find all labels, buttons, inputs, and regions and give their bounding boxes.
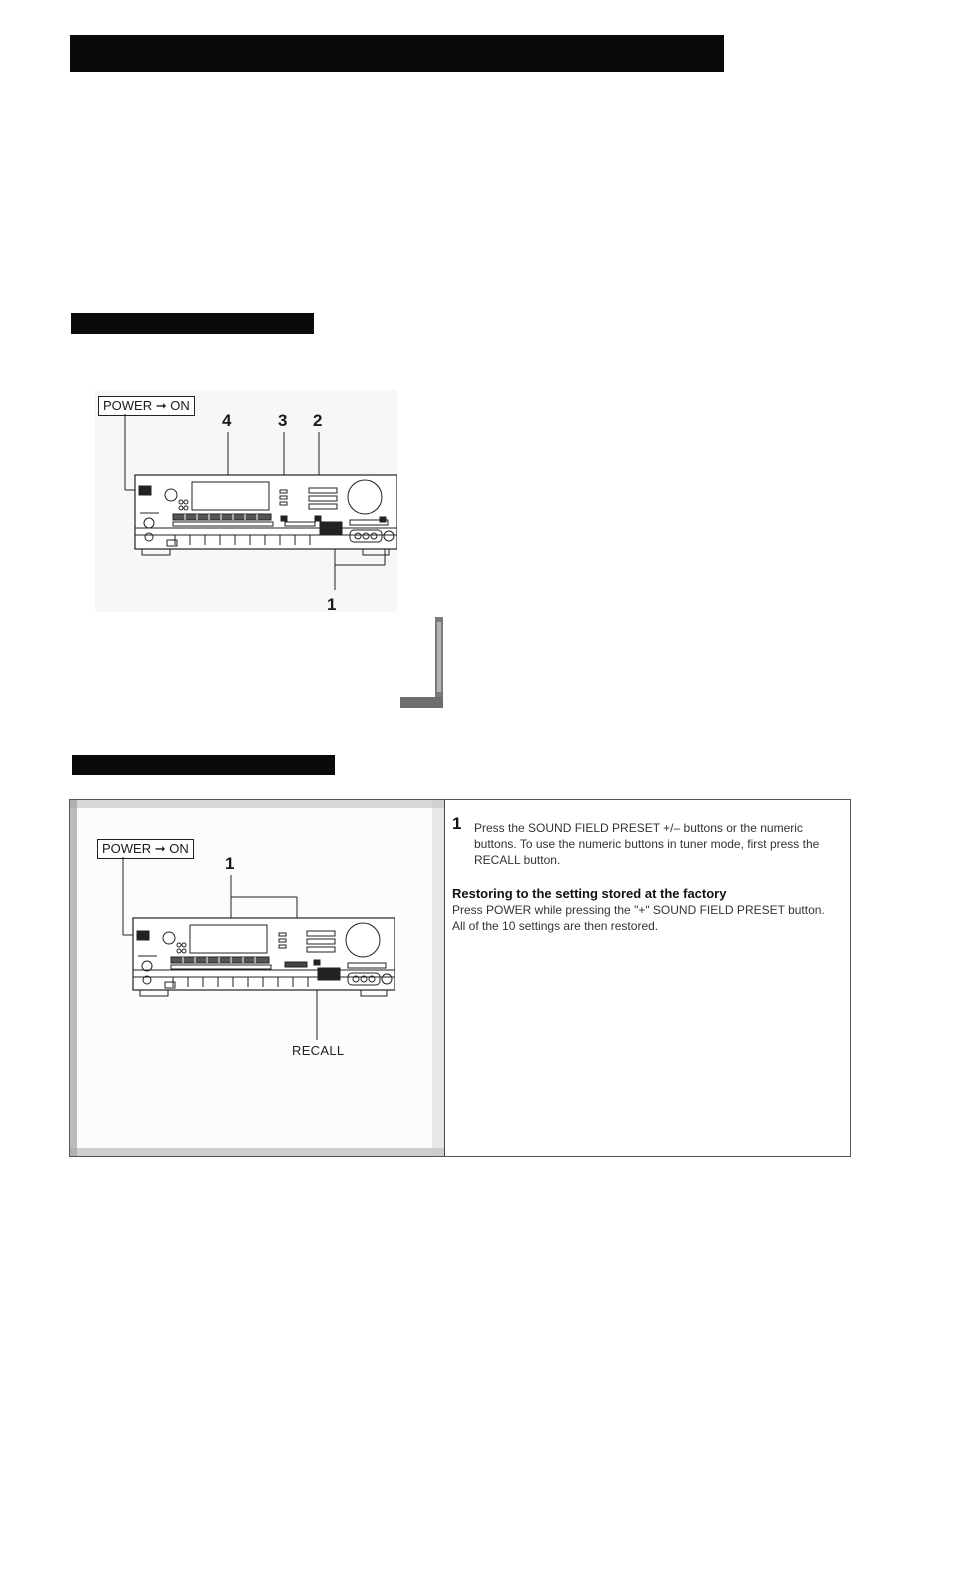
power-on-text: ON xyxy=(169,841,189,856)
callout-3: 3 xyxy=(278,411,288,430)
step-1 xyxy=(452,814,847,868)
callout-1: 1 xyxy=(225,854,235,873)
receiver-figure-1 xyxy=(95,390,400,615)
shade-left xyxy=(70,800,77,1156)
top-title-bar xyxy=(70,35,724,72)
stereo-receiver-icon xyxy=(95,835,395,1045)
stereo-receiver-icon xyxy=(95,390,397,612)
callout-1: 1 xyxy=(327,595,337,614)
right-arrow-icon: ➞ xyxy=(155,398,167,413)
shade-bottom xyxy=(70,1148,444,1156)
section1-heading-bar xyxy=(71,313,314,334)
right-arrow-icon: ➞ xyxy=(154,841,166,856)
restore-line-2: All of the 10 settings are then restored. xyxy=(452,919,659,933)
step-text: Press the SOUND FIELD PRESET +/– buttons or the numeric buttons. To use the numeric buttons in tuner mode, first press the RECALL button. xyxy=(474,821,820,867)
step-instructions xyxy=(452,814,847,934)
power-label-text: POWER xyxy=(103,398,153,413)
page-tab-mark xyxy=(400,617,444,709)
recall-label: RECALL xyxy=(292,1043,345,1058)
restore-body xyxy=(452,902,847,934)
receiver-figure-2 xyxy=(95,835,395,1075)
section2-heading-bar xyxy=(72,755,335,775)
step-number: 1 xyxy=(452,814,462,833)
callout-4: 4 xyxy=(222,411,232,430)
power-label-text: POWER xyxy=(102,841,152,856)
shade-right xyxy=(432,800,444,1156)
restore-line-1: Press POWER while pressing the "+" SOUND FIELD PRESET button. xyxy=(452,903,825,917)
power-on-text: ON xyxy=(170,398,190,413)
shade-top xyxy=(70,800,444,808)
restore-heading: Restoring to the setting stored at the factory xyxy=(452,886,727,901)
callout-2: 2 xyxy=(313,411,323,430)
